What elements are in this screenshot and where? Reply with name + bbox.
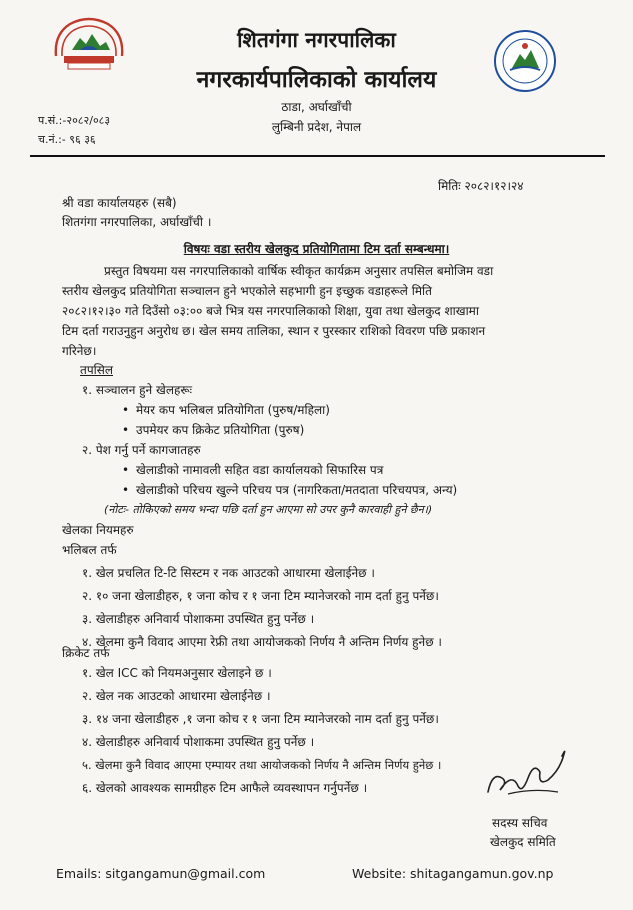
municipality-name: शितगंगा नगरपालिका (237, 28, 396, 52)
volleyball-rule: ४. खेलमा कुनै विवाद आएमा रेफ्री तथा आयोजकको निर्णय नै अन्तिम निर्णय हुनेछ । (82, 635, 442, 649)
dispatch-number: च.नं.:- ९६ ३६ (38, 133, 96, 146)
office-name: नगरकार्यपालिकाको कार्यालय (196, 67, 437, 93)
registration-note: (नोटः- तोकिएको समय भन्दा पछि दर्ता हुन आएमा सो उपर कुनै कारवाही हुने छैन।) (104, 503, 433, 516)
volleyball-rule: २. १० जना खेलाडीहरु, १ जना कोच र १ जना टिम म्यानेजरको नाम दर्ता हुनु पर्नेछ। (82, 589, 439, 603)
cricket-rule: ६. खेलको आवश्यक सामग्रीहरु टिम आफैले व्यवस्थापन गर्नुपर्नेछ । (82, 781, 368, 795)
cricket-heading: क्रिकेट तर्फ (62, 646, 110, 660)
volleyball-rule: ३. खेलाडीहरु अनिवार्य पोशाकमा उपस्थित हुनु पर्नेछ । (82, 612, 315, 626)
tapsil-heading: तपसिल (80, 363, 114, 377)
section-1-item: • उपमेयर कप क्रिकेट प्रतियोगिता (पुरुष) (136, 422, 304, 438)
body-line: टिम दर्ता गराउनुहुन अनुरोध छ। खेल समय तालिका, स्थान र पुरस्कार राशिको विवरण पछि प्रकाशन (62, 324, 486, 338)
recipient-line-2: शितगंगा नगरपालिका, अर्घाखाँची । (62, 215, 212, 229)
volleyball-heading: भलिबल तर्फ (62, 543, 117, 557)
header-divider (30, 155, 605, 157)
footer-website[interactable]: Website: shitagangamun.gov.np (352, 866, 554, 881)
office-place: ठाडा, अर्घाखाँची (281, 100, 352, 114)
footer-email[interactable]: Emails: sitgangamun@gmail.com (56, 866, 266, 881)
cricket-rule: ३. १४ जना खेलाडीहरु ,१ जना कोच र १ जना टिम म्यानेजरको नाम दर्ता हुनु पर्नेछ। (82, 712, 439, 726)
signatory-committee: खेलकुद समिति (490, 835, 556, 849)
body-line: २०८२।१२।३० गते दिउँसो ०३:०० बजे भित्र यस नगरपालिकाको शिक्षा, युवा तथा खेलकुद शाखामा (62, 304, 479, 318)
section-2-item: • खेलाडीको परिचय खुल्ने परिचय पत्र (नागरिकता/मतदाता परिचयपत्र, अन्य) (136, 482, 457, 498)
cricket-rule: ५. खेलमा कुनै विवाद आएमा एम्पायर तथा आयोजकको निर्णय नै अन्तिम निर्णय हुनेछ । (82, 758, 442, 772)
body-line: प्रस्तुत विषयमा यस नगरपालिकाको वार्षिक स्वीकृत कार्यक्रम अनुसार तपसिल बमोजिम वडा (104, 264, 494, 278)
section-2-item: • खेलाडीको नामावली सहित वडा कार्यालयको सिफारिस पत्र (136, 462, 383, 478)
rules-heading: खेलका नियमहरु (62, 523, 134, 537)
recipient-line-1: श्री वडा कार्यालयहरु (सबै) (62, 196, 177, 210)
signatory-title: सदस्य सचिव (492, 816, 548, 830)
volleyball-rule: १. खेल प्रचलित टि-टि सिस्टम र नक आउटको आधारमा खेलाईनेछ । (82, 566, 375, 580)
body-line: गरिनेछ। (62, 344, 97, 358)
cricket-rule: ४. खेलाडीहरु अनिवार्य पोशाकमा उपस्थित हुनु पर्नेछ । (82, 735, 315, 749)
handwritten-signature (478, 742, 578, 802)
letter-date: मितिः २०८२।१२।२४ (438, 179, 524, 193)
section-1-item: • मेयर कप भलिबल प्रतियोगिता (पुरुष/महिला) (136, 402, 330, 418)
section-1-title: १. सञ्चालन हुने खेलहरूः (82, 383, 193, 397)
subject-line: विषयः वडा स्तरीय खेलकुद प्रतियोगितामा टिम दर्ता सम्बन्धमा। (183, 242, 450, 256)
office-province: लुम्बिनी प्रदेश, नेपाल (271, 120, 362, 134)
fiscal-year-ref: प.सं.:-२०८२/०८३ (38, 114, 111, 127)
body-line: स्तरीय खेलकुद प्रतियोगिता सञ्चालन हुने भएकोले सहभागी हुन इच्छुक वडाहरूले मिति (62, 284, 432, 298)
section-2-title: २. पेश गर्नु पर्ने कागजातहरु (82, 443, 201, 457)
cricket-rule: १. खेल ICC को नियमअनुसार खेलाइने छ । (82, 666, 272, 680)
cricket-rule: २. खेल नक आउटको आधारमा खेलाईनेछ । (82, 689, 271, 703)
